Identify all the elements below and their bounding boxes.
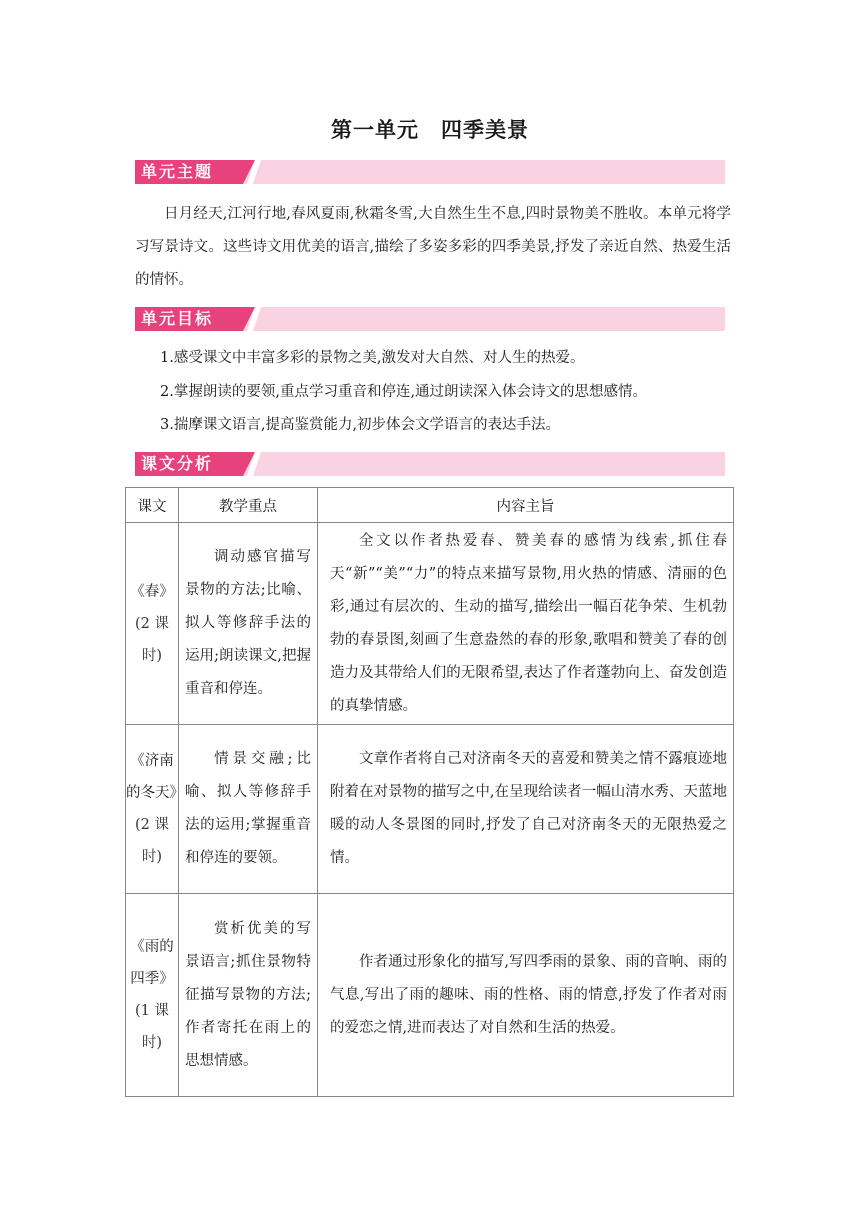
section-header-goals [135,307,725,331]
focus-cell: 情景交融;比喻、拟人等修辞手法的运用;掌握重音和停连的要领。 [179,725,318,894]
summary-cell: 文章作者将自己对济南冬天的喜爱和赞美之情不露痕迹地附着在对景物的描写之中,在呈现给读者一幅山清水秀、天蓝地暖的动人冬景图的同时,抒发了自己对济南冬天的无限热爱之情。 [318,725,734,894]
table-row [126,894,734,1097]
section-header-analysis [135,452,725,476]
lesson-hours: (2 课时) [135,817,169,865]
lesson-cell [126,725,184,894]
page-title: 第一单元 四季美景 [331,118,529,142]
column-header-summary: 内容主旨 [318,488,734,523]
table-header-row [126,488,734,523]
lesson-name: 《春》 [130,583,174,600]
goal-item: 1.感受课文中丰富多彩的景物之美,激发对大自然、对人生的热爱。 [160,350,585,366]
section-label: 单元主题 [141,162,214,181]
lesson-cell [126,523,179,725]
section-label: 课文分析 [141,454,214,473]
summary-cell: 全文以作者热爱春、赞美春的感情为线索,抓住春天“新”“美”“力”的特点来描写景物,用火热的情感、清丽的色彩,通过有层次的、生动的描写,描绘出一幅百花争荣、生机勃勃的春景图,刻画了生意盎然的春的形象,歌唱和赞美了春的创造力及其带给人们的无限希望,表达了作者蓬勃向上、奋发创造的真挚情感。 [318,523,734,725]
goal-item: 3.揣摩课文语言,提高鉴赏能力,初步体会文学语言的表达手法。 [160,417,561,433]
theme-paragraph: 日月经天,江河行地,春风夏雨,秋霜冬雪,大自然生生不息,四时景物美不胜收。本单元将学习写景诗文。这些诗文用优美的语言,描绘了多姿多彩的四季美景,抒发了亲近自然、热爱生活的情怀。 [135,206,731,288]
column-header-lesson: 课文 [126,488,179,523]
goal-item: 2.掌握朗读的要领,重点学习重音和停连,通过朗读深入体会诗文的思想感情。 [160,384,648,400]
table-row [126,523,734,725]
focus-cell: 赏析优美的写景语言;抓住景物特征描写景物的方法;作者寄托在雨上的思想情感。 [179,894,318,1097]
lesson-hours: (2 课时) [135,615,169,664]
table-row [126,725,734,894]
section-label: 单元目标 [141,309,214,328]
lesson-name: 《雨的四季》 [130,939,174,987]
summary-cell: 作者通过形象化的描写,写四季雨的景象、雨的音响、雨的气息,写出了雨的趣味、雨的性格、雨的情意,抒发了作者对雨的爱恋之情,进而表达了对自然和生活的热爱。 [318,894,734,1097]
column-header-focus: 教学重点 [179,488,318,523]
focus-cell: 调动感官描写景物的方法;比喻、拟人等修辞手法的运用;朗读课文,把握重音和停连。 [179,523,318,725]
lesson-hours: (1 课时) [135,1003,169,1051]
lesson-name: 《济南的冬天》 [126,753,184,801]
section-header-theme [135,160,725,184]
lesson-cell [126,894,179,1097]
lesson-analysis-table [125,487,734,1097]
